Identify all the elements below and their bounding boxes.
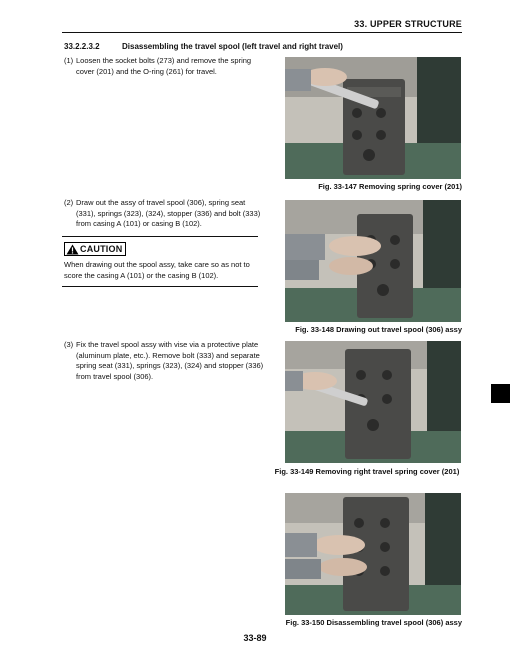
caution-text: When drawing out the spool assy, take care so as not to score the casing A (101) or the casing B (102). bbox=[64, 260, 250, 280]
section-header: 33. UPPER STRUCTURE bbox=[354, 19, 462, 29]
figure-caption-1: Fig. 33-147 Removing spring cover (201) bbox=[318, 182, 462, 191]
step-1 bbox=[64, 56, 264, 77]
step-marker: (2) bbox=[64, 198, 74, 207]
figure-photo-4 bbox=[285, 493, 461, 615]
step-text: Fix the travel spool assy with vise via a protective plate (aluminum plate, etc.). Remove bolt (333) and separate spring seat (331), springs (323), (324) and stopper (336) from travel spool (306). bbox=[76, 340, 264, 381]
figure-caption-3-text: Fig. 33-149 Removing right travel spring cover (201) bbox=[274, 467, 460, 476]
caution-bottom-rule bbox=[62, 286, 258, 287]
section-title: Disassembling the travel spool (left travel and right travel) bbox=[122, 42, 343, 51]
header-divider bbox=[62, 32, 462, 33]
page-number: 33-89 bbox=[243, 633, 267, 643]
step-text: Loosen the socket bolts (273) and remove the spring cover (201) and the O-ring (261) for travel. bbox=[76, 56, 252, 76]
caution-label: CAUTION bbox=[80, 244, 123, 254]
section-heading bbox=[64, 42, 343, 51]
step-3 bbox=[64, 340, 264, 382]
step-text: Draw out the assy of travel spool (306), spring seat (331), springs (323), (324), stopper (336) and bolt (333) from casing A (101) or casing B (102). bbox=[76, 198, 261, 228]
figure-photo-2 bbox=[285, 200, 461, 322]
step-2 bbox=[64, 198, 264, 230]
figure-photo-3 bbox=[285, 341, 461, 463]
step-marker: (1) bbox=[64, 56, 74, 65]
figure-photo-1 bbox=[285, 57, 461, 179]
caution-badge bbox=[64, 242, 126, 256]
section-number: 33.2.2.3.2 bbox=[64, 42, 100, 51]
chapter-tab-marker bbox=[491, 384, 510, 403]
figure-caption-3 bbox=[272, 467, 462, 477]
figure-caption-4: Fig. 33-150 Disassembling travel spool (306) assy bbox=[285, 618, 462, 627]
step-marker: (3) bbox=[64, 340, 74, 349]
caution-top-rule bbox=[62, 236, 258, 237]
figure-caption-2: Fig. 33-148 Drawing out travel spool (306) assy bbox=[295, 325, 462, 334]
warning-icon bbox=[66, 244, 79, 255]
